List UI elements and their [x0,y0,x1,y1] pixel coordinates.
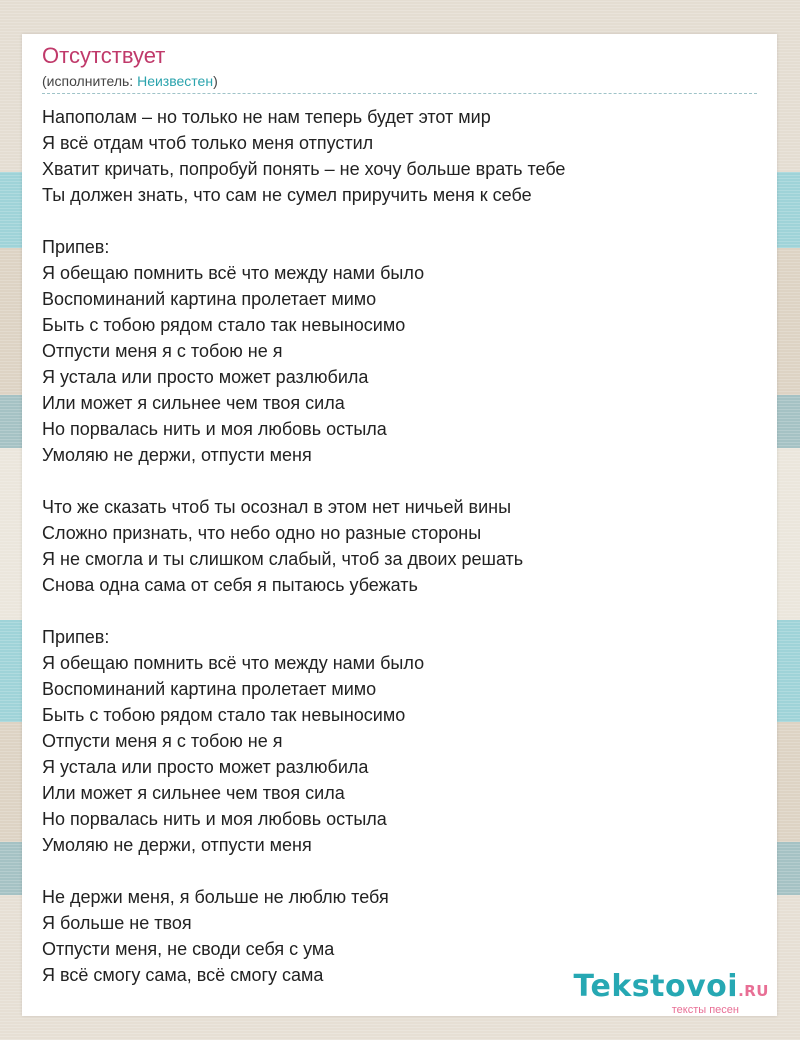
stanza-break [42,468,762,494]
lyrics-text [42,104,762,988]
stanza-break [42,858,762,884]
lyric-line: Я всё смогу сама, всё смогу сама [42,965,324,985]
stanza-break [42,208,762,234]
lyric-line: Я устала или просто может разлюбила [42,757,369,777]
lyric-line: Отпусти меня я с тобою не я [42,731,283,751]
song-title: Отсутствует [42,43,166,68]
lyric-line: Что же сказать чтоб ты осознал в этом нет ничьей вины [42,497,512,517]
song-meta [42,72,218,90]
meta-suffix: ) [213,73,218,89]
lyric-line: Но порвалась нить и моя любовь остыла [42,809,387,829]
divider [42,93,757,94]
lyric-line: Я обещаю помнить всё что между нами было [42,653,425,673]
lyric-line: Припев: [42,627,110,647]
lyric-line: Умоляю не держи, отпусти меня [42,445,312,465]
site-logo[interactable] [574,971,769,1016]
lyric-line: Сложно признать, что небо одно но разные стороны [42,523,482,543]
lyric-line: Не держи меня, я больше не люблю тебя [42,887,389,907]
lyric-line: Снова одна сама от себя я пытаюсь убежать [42,575,418,595]
lyric-line: Воспоминаний картина пролетает мимо [42,289,377,309]
lyric-line: Отпусти меня, не своди себя с ума [42,939,335,959]
lyric-line: Воспоминаний картина пролетает мимо [42,679,377,699]
logo-tld: .RU [738,982,769,1000]
lyrics-card [22,34,777,1016]
lyric-line: Я больше не твоя [42,913,192,933]
stanza-break [42,598,762,624]
lyric-line: Я не смогла и ты слишком слабый, чтоб за двоих решать [42,549,524,569]
lyric-line: Но порвалась нить и моя любовь остыла [42,419,387,439]
artist-link[interactable]: Неизвестен [137,73,214,89]
lyric-line: Ты должен знать, что сам не сумел приручить меня к себе [42,185,532,205]
logo-wordmark [574,971,769,1007]
lyric-line: Быть с тобою рядом стало так невыносимо [42,315,406,335]
lyric-line: Припев: [42,237,110,257]
lyric-line: Умоляю не держи, отпусти меня [42,835,312,855]
lyric-line: Или может я сильнее чем твоя сила [42,783,345,803]
meta-prefix: (исполнитель: [42,73,138,89]
lyric-line: Я устала или просто может разлюбила [42,367,369,387]
lyric-line: Напополам – но только не нам теперь будет этот мир [42,107,491,127]
lyric-line: Быть с тобою рядом стало так невыносимо [42,705,406,725]
lyric-line: Отпусти меня я с тобою не я [42,341,283,361]
logo-tagline: тексты песен [671,1004,739,1016]
lyric-line: Хватит кричать, попробуй понять – не хочу больше врать тебе [42,159,566,179]
lyric-line: Или может я сильнее чем твоя сила [42,393,345,413]
lyric-line: Я обещаю помнить всё что между нами было [42,263,425,283]
lyric-line: Я всё отдам чтоб только меня отпустил [42,133,374,153]
logo-name: Tekstovoi [573,969,739,1004]
